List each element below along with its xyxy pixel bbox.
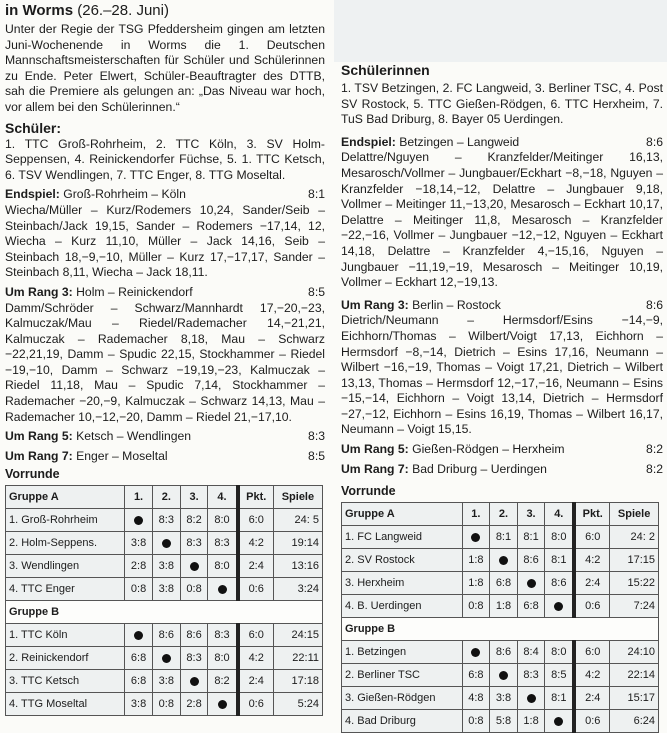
result-cell: 3:8 bbox=[125, 693, 153, 716]
result-cell: 3:8 bbox=[152, 578, 180, 601]
match-rang-3 bbox=[5, 285, 325, 425]
self-match-dot-icon bbox=[134, 516, 143, 525]
final-ranking: 1. TTC Groß-Rohrheim, 2. TTC Köln, 3. SV Holm-Seppensen, 4. Reinickendorfer Füchse, 5. 1. TTC Ketsch, 6. TSV Wendlingen, 7. TTC Enger, 8. TTG Moseltal. bbox=[5, 136, 325, 182]
games-cell: 7:24 bbox=[610, 595, 659, 618]
self-match-dot-icon bbox=[471, 533, 480, 542]
result-cell bbox=[180, 555, 208, 578]
table-row bbox=[6, 647, 323, 670]
result-cell: 6:8 bbox=[125, 647, 153, 670]
games-cell: 24:10 bbox=[610, 641, 659, 664]
result-cell: 0:8 bbox=[152, 693, 180, 716]
games-cell: 22:11 bbox=[273, 647, 322, 670]
team-name: 2. SV Rostock bbox=[342, 549, 463, 572]
points-cell: 4:2 bbox=[238, 532, 274, 555]
match-label: Um Rang 7: bbox=[5, 448, 73, 463]
result-cell: 8:6 bbox=[180, 624, 208, 647]
vorrunde-heading: Vorrunde bbox=[341, 484, 396, 499]
result-cell: 3:8 bbox=[125, 532, 153, 555]
result-cell: 8:6 bbox=[152, 624, 180, 647]
result-cell: 8:6 bbox=[490, 641, 518, 664]
team-name: 1. TTC Köln bbox=[6, 624, 125, 647]
result-cell: 8:1 bbox=[517, 526, 545, 549]
vorrunde-table-schuelerinnen bbox=[341, 502, 659, 733]
table-row bbox=[6, 624, 323, 647]
title-location: in Worms bbox=[5, 2, 74, 19]
final-ranking: 1. TSV Betzingen, 2. FC Langweid, 3. Berliner TSC, 4. Post SV Rostock, 5. TTC Gießen-Rödgen, 6. TTC Herxheim, 7. TuS Bad Driburg, 8. Bayer 05 Uerdingen. bbox=[341, 81, 663, 127]
match-details: Delattre/Nguyen – Kranzfelder/Meitinger 16,13, Mesarosch/Vollmer – Jungbauer/Eckhart −8,−18, Nguyen – Kranzfelder −18,14,−12, Delattre – Jungbauer 9,18, Vollmer – Meitinger 11,−13,20, Mesarosch – Eckhart 10,17, Delattre – Meitinger 11,8, Mesarosch – Kranzfelder −22,−16, Vollmer – Jungbauer −12,−12, Nguyen – Eckhart 14,18, Delattre – Kranzfelder 4,−15,16, Nguyen – Jungbauer −11,19,−19, Mesarosch – Meitinger 10,19, Vollmer – Eckhart 12,−19,13. bbox=[341, 150, 663, 290]
self-match-dot-icon bbox=[134, 631, 143, 640]
match-details: Dietrich/Neumann – Hermsdorf/Esins −14,−9, Eichhorn/Thomas – Wilbert/Voigt 17,13, Eichhorn – Hermsdorf −8,−14, Dietrich – Esins 17,16, Neumann – Wilbert −16,−19, Thomas – Voigt 17,21, Dietrich – Wilbert 13,13, Thomas – Hermsdorf 12,−17,−16, Neumann – Esins −15,−14, Eichhorn – Voigt 13,14, Dietrich – Hermsdorf −27,−12, Eichhorn – Esins 16,19, Thomas – Wilbert 16,17, Neumann – Voigt 15,15. bbox=[341, 313, 663, 437]
team-name: 1. FC Langweid bbox=[342, 526, 463, 549]
points-cell: 6:0 bbox=[574, 641, 609, 664]
games-cell: 24:15 bbox=[273, 624, 322, 647]
result-cell: 6:8 bbox=[517, 595, 545, 618]
result-cell: 8:1 bbox=[490, 526, 518, 549]
match-score: 8:3 bbox=[308, 429, 325, 444]
result-cell bbox=[517, 572, 545, 595]
title-dates: (26.–28. Juni) bbox=[73, 2, 169, 19]
section-heading-schuelerinnen: Schülerinnen bbox=[341, 62, 430, 78]
result-cell bbox=[545, 710, 574, 733]
result-cell: 4:8 bbox=[462, 687, 490, 710]
match-score: 8:6 bbox=[646, 297, 663, 312]
result-cell: 8:0 bbox=[545, 526, 574, 549]
group-b-row bbox=[6, 601, 323, 624]
result-cell: 8:3 bbox=[517, 664, 545, 687]
result-cell: 6:8 bbox=[125, 670, 153, 693]
team-name: 4. Bad Driburg bbox=[342, 710, 463, 733]
team-name: 4. TTG Moseltal bbox=[6, 693, 125, 716]
group-b-row bbox=[342, 618, 659, 641]
self-match-dot-icon bbox=[499, 671, 508, 680]
points-cell: 2:4 bbox=[574, 572, 609, 595]
result-cell: 0:8 bbox=[180, 578, 208, 601]
result-cell: 3:8 bbox=[152, 555, 180, 578]
match-endspiel bbox=[5, 187, 325, 281]
match-score: 8:1 bbox=[308, 187, 325, 202]
points-cell: 6:0 bbox=[238, 509, 274, 532]
column-header: 3. bbox=[180, 486, 208, 509]
result-cell: 8:3 bbox=[180, 647, 208, 670]
vorrunde-table-schueler bbox=[5, 485, 323, 716]
result-cell: 8:0 bbox=[545, 641, 574, 664]
right-column bbox=[341, 62, 663, 733]
result-cell bbox=[152, 532, 180, 555]
table-row bbox=[342, 687, 659, 710]
match-pairing: Gießen-Rödgen – Herxheim bbox=[412, 442, 565, 457]
result-cell: 8:2 bbox=[180, 509, 208, 532]
self-match-dot-icon bbox=[218, 700, 227, 709]
match-details: Wiecha/Müller – Kurz/Rodemers 10,24, Sander/Seib – Steinbach/Jack 19,15, Sander – Rodemers −17,14, 12, Wiecha – Kurz 11,10, Müller – Jack 14,16, Seib – Steinbach 18,−9,−10, Müller – Kurz 17,−17,17, Sander – Steinbach 8,11, Wiecha – Jack 18,11. bbox=[5, 202, 325, 280]
group-b-label: Gruppe B bbox=[6, 601, 323, 624]
result-cell bbox=[490, 664, 518, 687]
column-header: 1. bbox=[462, 503, 490, 526]
games-cell: 15:22 bbox=[610, 572, 659, 595]
self-match-dot-icon bbox=[162, 539, 171, 548]
match-rang-5 bbox=[5, 429, 325, 445]
match-score: 8:5 bbox=[308, 284, 325, 299]
points-cell: 2:4 bbox=[574, 687, 609, 710]
match-score: 8:6 bbox=[646, 134, 663, 149]
match-endspiel bbox=[341, 135, 663, 291]
table-row bbox=[342, 641, 659, 664]
result-cell: 0:8 bbox=[125, 578, 153, 601]
points-cell: 4:2 bbox=[574, 664, 609, 687]
result-cell bbox=[208, 693, 238, 716]
points-cell: 0:6 bbox=[238, 693, 274, 716]
intro-paragraph: Unter der Regie der TSG Pfeddersheim gingen am letzten Juni-Wochenende in Worms die 1. Deutschen Mannschaftsmeisterschaften für Schüler und Schülerinnen zu Ende. Peter Elwert, Schüler-Beauftragter des DTTB, sah die Premiere als gelungen an: „Das Niveau war hoch, vor allem bei den Schülerinnen.“ bbox=[5, 22, 325, 114]
result-cell bbox=[462, 641, 490, 664]
column-header: 3. bbox=[517, 503, 545, 526]
match-pairing: Groß-Rohrheim – Köln bbox=[63, 187, 186, 202]
table-header-row bbox=[342, 503, 659, 526]
table-row bbox=[342, 710, 659, 733]
result-cell bbox=[545, 595, 574, 618]
section-heading-schueler: Schüler: bbox=[5, 119, 62, 136]
table-row bbox=[342, 595, 659, 618]
team-name: 3. Gießen-Rödgen bbox=[342, 687, 463, 710]
team-name: 3. Herxheim bbox=[342, 572, 463, 595]
result-cell: 8:3 bbox=[208, 532, 238, 555]
article-title bbox=[5, 2, 325, 20]
self-match-dot-icon bbox=[554, 717, 563, 726]
result-cell: 3:8 bbox=[152, 670, 180, 693]
column-header: 1. bbox=[125, 486, 153, 509]
result-cell: 8:0 bbox=[208, 647, 238, 670]
games-cell: 15:17 bbox=[610, 687, 659, 710]
match-pairing: Betzingen – Langweid bbox=[399, 134, 520, 149]
result-cell: 2:8 bbox=[180, 693, 208, 716]
group-a-label: Gruppe A bbox=[342, 503, 463, 526]
column-header: Spiele bbox=[273, 486, 322, 509]
table-row bbox=[342, 572, 659, 595]
result-cell: 8:1 bbox=[545, 549, 574, 572]
team-name: 3. Wendlingen bbox=[6, 555, 125, 578]
result-cell bbox=[125, 624, 153, 647]
match-score: 8:2 bbox=[646, 461, 663, 476]
games-cell: 19:14 bbox=[273, 532, 322, 555]
games-cell: 6:24 bbox=[610, 710, 659, 733]
result-cell: 6:8 bbox=[490, 572, 518, 595]
result-cell bbox=[490, 549, 518, 572]
table-row bbox=[6, 509, 323, 532]
column-header: Pkt. bbox=[574, 503, 609, 526]
group-a-label: Gruppe A bbox=[6, 486, 125, 509]
result-cell: 8:5 bbox=[545, 664, 574, 687]
table-row bbox=[342, 549, 659, 572]
result-cell: 8:1 bbox=[545, 687, 574, 710]
match-rang-5 bbox=[341, 442, 663, 458]
result-cell: 6:8 bbox=[462, 664, 490, 687]
match-label: Um Rang 5: bbox=[5, 429, 73, 444]
table-row bbox=[6, 555, 323, 578]
result-cell bbox=[208, 578, 238, 601]
games-cell: 24: 2 bbox=[610, 526, 659, 549]
table-row bbox=[6, 670, 323, 693]
match-score: 8:2 bbox=[646, 442, 663, 457]
team-name: 1. Betzingen bbox=[342, 641, 463, 664]
match-details: Damm/Schröder – Schwarz/Mannhardt 17,−20,−23, Kalmuczak/Mau – Riedel/Rademacher 14,−21,21, Kalmuczak – Rademacher 8,18, Mau – Schwarz −22,21,19, Damm – Spudic 22,15, Stockhammer – Riedel −19,−10, Damm – Schwarz −19,19,−23, Kalmuczak – Riedel 11,18, Mau – Spudic 7,14, Stockhammer – Rademacher −20,−9, Kalmuczak – Schwarz 14,13, Mau – Rademacher 10,−12,−20, Damm – Riedel 21,−17,10. bbox=[5, 300, 325, 424]
result-cell: 1:8 bbox=[462, 549, 490, 572]
vorrunde-heading: Vorrunde bbox=[5, 467, 60, 482]
team-name: 2. Holm-Seppens. bbox=[6, 532, 125, 555]
table-row bbox=[6, 693, 323, 716]
result-cell bbox=[125, 509, 153, 532]
result-cell: 1:8 bbox=[517, 710, 545, 733]
points-cell: 4:2 bbox=[238, 647, 274, 670]
match-label: Endspiel: bbox=[5, 187, 60, 202]
table-row bbox=[342, 526, 659, 549]
match-label: Um Rang 5: bbox=[341, 442, 409, 457]
table-header-row bbox=[6, 486, 323, 509]
result-cell: 0:8 bbox=[462, 710, 490, 733]
result-cell bbox=[517, 687, 545, 710]
match-rang-3 bbox=[341, 298, 663, 438]
points-cell: 4:2 bbox=[574, 549, 609, 572]
result-cell: 8:3 bbox=[208, 624, 238, 647]
games-cell: 22:14 bbox=[610, 664, 659, 687]
points-cell: 0:6 bbox=[574, 595, 609, 618]
group-b-label: Gruppe B bbox=[342, 618, 659, 641]
self-match-dot-icon bbox=[190, 677, 199, 686]
match-pairing: Ketsch – Wendlingen bbox=[76, 429, 192, 444]
column-header: Pkt. bbox=[238, 486, 274, 509]
result-cell: 0:8 bbox=[462, 595, 490, 618]
match-label: Um Rang 3: bbox=[341, 297, 409, 312]
column-header: 2. bbox=[152, 486, 180, 509]
table-row bbox=[342, 664, 659, 687]
games-cell: 24: 5 bbox=[273, 509, 322, 532]
games-cell: 5:24 bbox=[273, 693, 322, 716]
result-cell: 8:0 bbox=[208, 555, 238, 578]
match-pairing: Bad Driburg – Uerdingen bbox=[412, 461, 547, 476]
games-cell: 3:24 bbox=[273, 578, 322, 601]
team-name: 2. Reinickendorf bbox=[6, 647, 125, 670]
result-cell: 8:0 bbox=[208, 509, 238, 532]
result-cell: 8:2 bbox=[208, 670, 238, 693]
games-cell: 17:18 bbox=[273, 670, 322, 693]
games-cell: 13:16 bbox=[273, 555, 322, 578]
result-cell: 8:6 bbox=[517, 549, 545, 572]
match-label: Um Rang 3: bbox=[5, 284, 73, 299]
points-cell: 0:6 bbox=[238, 578, 274, 601]
points-cell: 2:4 bbox=[238, 670, 274, 693]
result-cell bbox=[462, 526, 490, 549]
self-match-dot-icon bbox=[499, 556, 508, 565]
team-name: 3. TTC Ketsch bbox=[6, 670, 125, 693]
self-match-dot-icon bbox=[471, 648, 480, 657]
match-score: 8:5 bbox=[308, 448, 325, 463]
points-cell: 0:6 bbox=[574, 710, 609, 733]
self-match-dot-icon bbox=[527, 694, 536, 703]
column-header: Spiele bbox=[610, 503, 659, 526]
result-cell: 8:3 bbox=[180, 532, 208, 555]
team-name: 1. Groß-Rohrheim bbox=[6, 509, 125, 532]
column-header: 4. bbox=[208, 486, 238, 509]
match-rang-7 bbox=[341, 462, 663, 478]
result-cell: 8:4 bbox=[517, 641, 545, 664]
points-cell: 6:0 bbox=[238, 624, 274, 647]
column-header: 4. bbox=[545, 503, 574, 526]
self-match-dot-icon bbox=[554, 602, 563, 611]
result-cell: 8:3 bbox=[152, 509, 180, 532]
points-cell: 2:4 bbox=[238, 555, 274, 578]
match-label: Um Rang 7: bbox=[341, 461, 409, 476]
result-cell bbox=[180, 670, 208, 693]
column-header: 2. bbox=[490, 503, 518, 526]
table-row bbox=[6, 532, 323, 555]
result-cell bbox=[152, 647, 180, 670]
self-match-dot-icon bbox=[218, 585, 227, 594]
games-cell: 17:15 bbox=[610, 549, 659, 572]
match-pairing: Holm – Reinickendorf bbox=[76, 284, 193, 299]
match-rang-7 bbox=[5, 449, 325, 465]
result-cell: 8:6 bbox=[545, 572, 574, 595]
self-match-dot-icon bbox=[162, 654, 171, 663]
team-name: 2. Berliner TSC bbox=[342, 664, 463, 687]
match-label: Endspiel: bbox=[341, 134, 396, 149]
left-column bbox=[5, 0, 325, 716]
team-name: 4. TTC Enger bbox=[6, 578, 125, 601]
result-cell: 5:8 bbox=[490, 710, 518, 733]
team-name: 4. B. Uerdingen bbox=[342, 595, 463, 618]
result-cell: 1:8 bbox=[462, 572, 490, 595]
self-match-dot-icon bbox=[190, 562, 199, 571]
match-pairing: Berlin – Rostock bbox=[412, 297, 501, 312]
points-cell: 6:0 bbox=[574, 526, 609, 549]
result-cell: 1:8 bbox=[490, 595, 518, 618]
faded-background-text bbox=[334, 0, 667, 62]
table-row bbox=[6, 578, 323, 601]
match-pairing: Enger – Moseltal bbox=[76, 448, 168, 463]
result-cell: 2:8 bbox=[125, 555, 153, 578]
self-match-dot-icon bbox=[527, 579, 536, 588]
result-cell: 3:8 bbox=[490, 687, 518, 710]
